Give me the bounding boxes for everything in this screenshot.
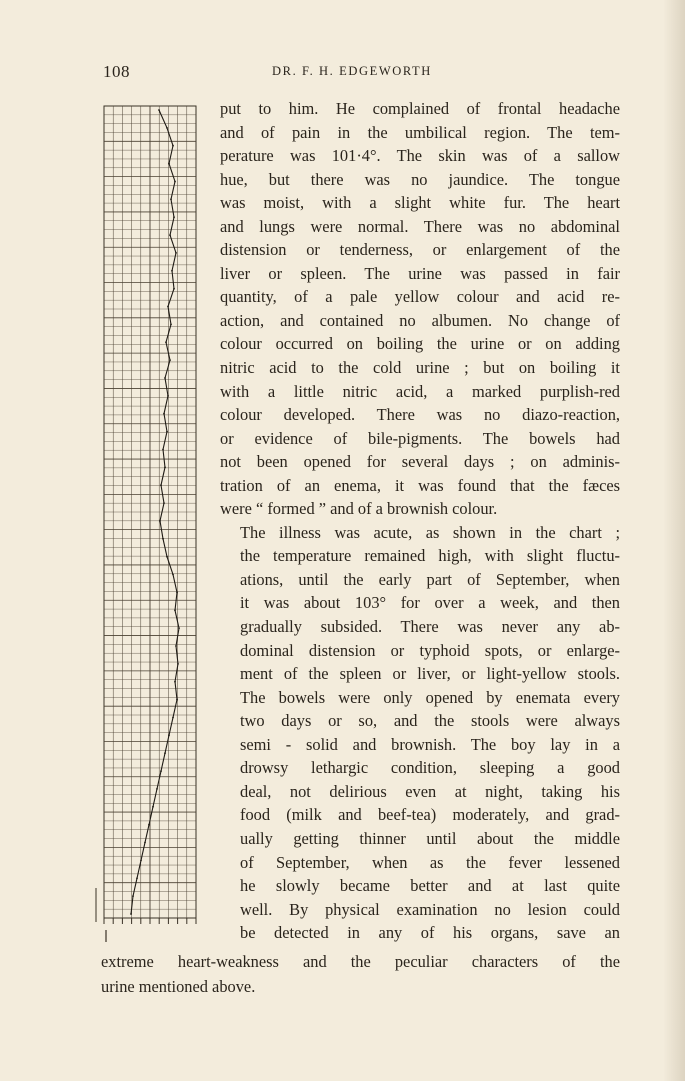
temperature-point [175, 645, 177, 647]
paragraph-1 [220, 97, 620, 521]
temperature-point [136, 877, 138, 879]
temperature-point [144, 842, 146, 844]
temperature-point [173, 216, 175, 218]
text-line: and lungs were normal. There was no abdominal [220, 216, 620, 236]
text-line: colour developed. There was no diazo-reaction, [220, 405, 620, 425]
text-line: and of pain in the umbilical region. The tem- [220, 122, 620, 142]
temperature-point [158, 109, 160, 111]
temperature-point [172, 145, 174, 147]
text-line: dominal distension or typhoid spots, or enlarge- [240, 640, 620, 660]
temperature-point [174, 181, 176, 183]
temperature-point [167, 395, 169, 397]
temperature-point [174, 681, 176, 683]
text-line: extreme heart-weakness and the peculiar characters of the [101, 952, 620, 971]
temperature-point [152, 806, 154, 808]
temperature-point [159, 520, 161, 522]
temperature-point [162, 538, 164, 540]
text-line: ations, until the early part of September, when [240, 569, 620, 589]
temperature-point [165, 341, 167, 343]
temperature-point [164, 466, 166, 468]
temperature-point [167, 306, 169, 308]
temperature-point [176, 699, 178, 701]
text-line: food (milk and beef-tea) moderately, and grad- [240, 805, 620, 825]
temperature-point [166, 431, 168, 433]
temperature-point [168, 163, 170, 165]
text-line: urine mentioned above. [101, 976, 256, 996]
text-line: tration of an enema, it was found that the fæces [220, 475, 620, 495]
temperature-point [172, 574, 174, 576]
text-line: action, and contained no albumen. No change of [220, 310, 620, 330]
text-line: he slowly became better and at last quite [240, 876, 620, 896]
temperature-point [130, 913, 132, 915]
text-line: the temperature remained high, with slight fluctu- [240, 546, 620, 566]
temperature-point [164, 377, 166, 379]
text-line: two days or so, and the stools were always [240, 711, 620, 731]
text-line: liver or spleen. The urine was passed in fair [220, 263, 620, 283]
text-line: The bowels were only opened by enemata every [240, 687, 620, 707]
text-line: The illness was acute, as shown in the chart ; [240, 522, 620, 542]
text-line: with a little nitric acid, a marked purplish-red [220, 381, 620, 401]
text-line: was moist, with a slight white fur. The heart [220, 193, 620, 213]
temperature-point [160, 484, 162, 486]
temperature-point [169, 359, 171, 361]
text-line: perature was 101·4°. The skin was of a sallow [220, 146, 620, 166]
page-header [0, 62, 685, 82]
temperature-point [166, 556, 168, 558]
text-line: put to him. He complained of frontal headache [220, 99, 620, 118]
temperature-point [170, 324, 172, 326]
temperature-point [160, 770, 162, 772]
text-line: ment of the spleen or liver, or light-yellow stools. [240, 664, 620, 684]
temperature-point [162, 449, 164, 451]
text-line: gradually subsided. There was never any ab- [240, 617, 620, 637]
text-line: deal, not delirious even at night, taking his [240, 781, 620, 801]
temperature-point [170, 198, 172, 200]
text-line: distension or tenderness, or enlargement of the [220, 240, 620, 260]
temperature-point [163, 413, 165, 415]
chart-grid [96, 106, 196, 942]
temperature-point [168, 734, 170, 736]
temperature-point [176, 592, 178, 594]
temperature-point [172, 717, 174, 719]
temperature-point [163, 502, 165, 504]
text-line: nitric acid to the cold urine ; but on boiling it [220, 358, 620, 378]
temperature-point [132, 895, 134, 897]
paragraph-2-continuation [101, 950, 620, 999]
text-line: be detected in any of his organs, save an [240, 923, 620, 943]
temperature-point [173, 288, 175, 290]
temperature-point [164, 752, 166, 754]
temperature-point [175, 252, 177, 254]
temperature-point [140, 860, 142, 862]
temperature-point [174, 609, 176, 611]
temperature-chart [92, 98, 210, 948]
body-text [220, 97, 620, 945]
text-line: it was about 103° for over a week, and then [240, 593, 620, 613]
paragraph-2 [220, 521, 620, 945]
page-edge-shadow [663, 0, 685, 1081]
text-line: ually getting thinner until about the middle [240, 828, 620, 848]
text-line: colour occurred on boiling the urine or on adding [220, 334, 620, 354]
text-line: were “ formed ” and of a brownish colour. [220, 499, 498, 519]
text-line: of September, when as the fever lessened [240, 852, 620, 872]
text-line: or evidence of bile-pigments. The bowels had [220, 428, 620, 448]
text-line: hue, but there was no jaundice. The tongue [220, 169, 620, 189]
text-line: well. By physical examination no lesion could [240, 899, 620, 919]
text-line: semi - solid and brownish. The boy lay in a [240, 734, 620, 754]
temperature-point [166, 127, 168, 129]
temperature-point [177, 663, 179, 665]
text-line: not been opened for several days ; on adminis- [220, 452, 620, 472]
running-head: DR. F. H. EDGEWORTH [272, 64, 432, 78]
temperature-point [148, 824, 150, 826]
text-line: drowsy lethargic condition, sleeping a good [240, 758, 620, 778]
temperature-point [156, 788, 158, 790]
page-number: 108 [103, 62, 130, 81]
text-line: quantity, of a pale yellow colour and acid re- [220, 287, 620, 307]
temperature-point [169, 234, 171, 236]
temperature-point [178, 627, 180, 629]
temperature-point [171, 270, 173, 272]
